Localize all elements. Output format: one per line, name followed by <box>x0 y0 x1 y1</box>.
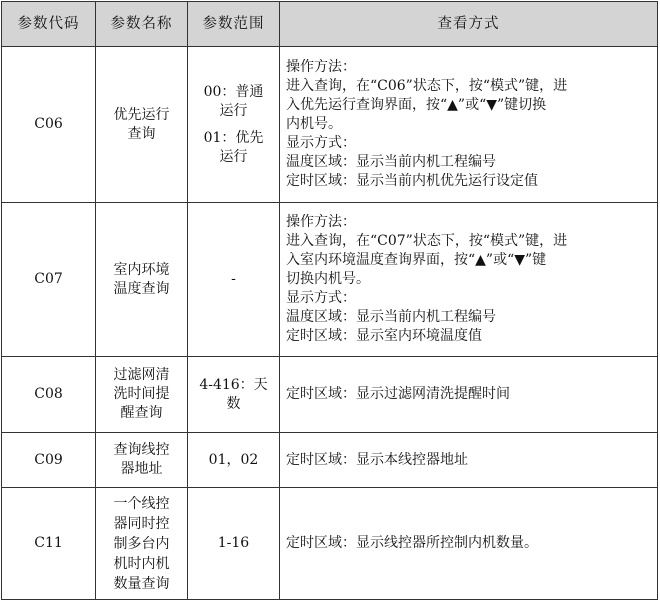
row-code: C07 <box>2 203 96 357</box>
name-line: 查询线控 <box>113 442 170 458</box>
table-row <box>2 488 658 600</box>
range-line: 01，02 <box>208 451 259 468</box>
parameter-table <box>1 1 658 600</box>
view-line: 温度区域：显示当前内机工程编号 <box>286 309 496 325</box>
view-line: 定时区域：显示过滤网清洗提醒时间 <box>286 386 510 402</box>
row-code: C11 <box>2 488 96 600</box>
range-line: 数 <box>226 395 241 412</box>
view-line: 显示方式： <box>286 135 356 151</box>
name-line: 查询 <box>127 125 156 142</box>
table-row <box>2 47 658 203</box>
name-line: 优先运行 <box>113 106 170 123</box>
header-row <box>2 2 658 47</box>
table-row <box>2 203 658 357</box>
header-name: 参数名称 <box>96 2 188 47</box>
view-line: 入室内环境温度查询界面，按“▲”或“▼”键 <box>286 252 547 268</box>
view-line: 定时区域：显示线控器所控制内机数量。 <box>286 535 538 551</box>
header-range: 参数范围 <box>188 2 280 47</box>
row-range <box>188 47 280 203</box>
row-range <box>188 357 280 433</box>
view-line: 显示方式： <box>286 290 356 306</box>
row-view <box>280 47 658 203</box>
view-line: 定时区域：显示室内环境温度值 <box>286 328 482 344</box>
row-range <box>188 203 280 357</box>
row-code: C09 <box>2 433 96 488</box>
name-line: 过滤网清 <box>113 367 170 383</box>
range-line: 运行 <box>219 148 248 165</box>
name-line: 制多台内 <box>113 535 170 552</box>
table-row <box>2 433 658 488</box>
view-line: 操作方法： <box>286 59 356 75</box>
range-line: 1-16 <box>217 535 250 551</box>
row-view <box>280 433 658 488</box>
view-line: 定时区域：显示本线控器地址 <box>286 451 468 468</box>
view-line: 进入查询，在“C07”状态下，按“模式”键，进 <box>286 233 568 249</box>
row-name <box>96 357 188 433</box>
view-line: 切换内机号。 <box>286 271 370 287</box>
range-line: 4-416：天 <box>199 376 268 393</box>
view-line: 操作方法： <box>286 214 356 230</box>
row-code: C06 <box>2 47 96 203</box>
row-name <box>96 488 188 600</box>
row-range <box>188 488 280 600</box>
range-line: - <box>231 271 236 287</box>
header-code: 参数代码 <box>2 2 96 47</box>
name-line: 器同时控 <box>113 515 170 532</box>
parameter-table-container <box>1 1 658 600</box>
view-line: 温度区域：显示当前内机工程编号 <box>286 154 496 170</box>
name-line: 温度查询 <box>113 280 170 297</box>
view-line: 定时区域：显示当前内机优先运行设定值 <box>286 173 538 189</box>
view-line: 进入查询，在“C06”状态下，按“模式”键，进 <box>286 78 568 94</box>
row-view <box>280 203 658 357</box>
range-line: 01：优先 <box>203 129 264 146</box>
view-line: 入优先运行查询界面，按“▲”或“▼”键切换 <box>286 97 547 113</box>
range-line: 运行 <box>219 102 248 119</box>
name-line: 机时内机 <box>113 555 170 572</box>
row-code: C08 <box>2 357 96 433</box>
row-view <box>280 357 658 433</box>
row-name <box>96 203 188 357</box>
name-line: 室内环境 <box>113 261 170 278</box>
name-line: 数量查询 <box>113 575 170 592</box>
name-line: 醒查询 <box>120 405 163 421</box>
name-line: 一个线控 <box>113 495 170 512</box>
row-view <box>280 488 658 600</box>
name-line: 洗时间提 <box>113 386 170 402</box>
header-view: 查看方式 <box>280 2 658 47</box>
row-name <box>96 47 188 203</box>
view-line: 内机号。 <box>286 116 342 132</box>
table-row <box>2 357 658 433</box>
row-name <box>96 433 188 488</box>
row-range <box>188 433 280 488</box>
name-line: 器地址 <box>120 461 163 477</box>
range-line: 00：普通 <box>203 83 264 100</box>
